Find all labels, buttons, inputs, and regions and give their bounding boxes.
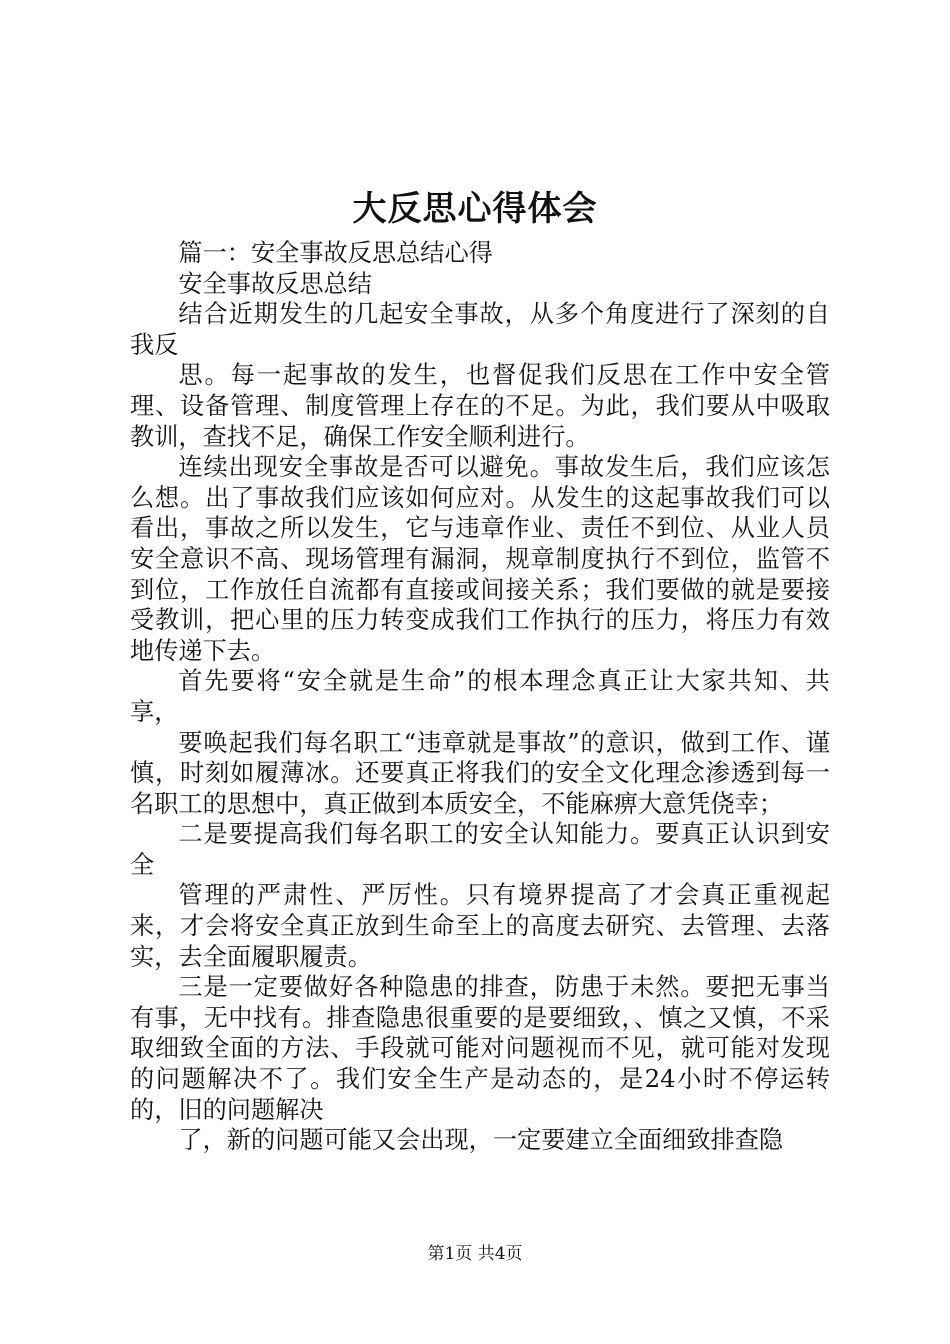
paragraph-10: 三是一定要做好各种隐患的排查，防患于未然。要把无事当有事，无中找有。排查隐患很重要的是要细致，、慎之又慎，不采取细致全面的方法、手段就可能对问题视而不见，就可能对发现的问题解决不了。我们安全生产是动态的，是24小时不停运转的，旧的问题解决 — [130, 973, 830, 1124]
paragraph-6: 首先要将“安全就是生命”的根本理念真正让大家共知、共享， — [130, 667, 830, 726]
document-title: 大反思心得体会 — [352, 189, 598, 229]
paragraph-11: 了，新的问题可能又会出现，一定要建立全面细致排查隐 — [178, 1126, 784, 1155]
paragraph-8: 二是要提高我们每名职工的安全认知能力。要真正认识到安全 — [130, 820, 830, 879]
paragraph-9: 管理的严肃性、严厉性。只有境界提高了才会真正重视起来，才会将安全真正放到生命至上的高度去研究、去管理、去落实，去全面履职履责。 — [130, 881, 830, 971]
document-body — [130, 238, 830, 1156]
paragraph-5: 连续出现安全事故是否可以避免。事故发生后，我们应该怎么想。出了事故我们应该如何应对。从发生的这起事故我们可以看出，事故之所以发生，它与违章作业、责任不到位、从业人员安全意识不高、现场管理有漏洞，规章制度执行不到位，监管不到位，工作放任自流都有直接或间接关系；我们要做的就是要接受教训，把心里的压力转变成我们工作执行的压力，将压力有效地传递下去。 — [130, 453, 830, 665]
page-number-footer: 第1页 共4页 — [427, 1244, 523, 1264]
paragraph-1: 篇一：安全事故反思总结心得 — [178, 239, 493, 267]
paragraph-7: 要唤起我们每名职工“违章就是事故”的意识，做到工作、谨慎，时刻如履薄冰。还要真正将我们的安全文化理念渗透到每一名职工的思想中，真正做到本质安全，不能麻痹大意凭侥幸； — [130, 728, 830, 818]
paragraph-2: 安全事故反思总结 — [178, 269, 372, 298]
paragraph-4: 思。每一起事故的发生，也督促我们反思在工作中安全管理、设备管理、制度管理上存在的不足。为此，我们要从中吸取教训，查找不足，确保工作安全顺利进行。 — [130, 361, 830, 451]
paragraph-3: 结合近期发生的几起安全事故，从多个角度进行了深刻的自我反 — [130, 300, 830, 359]
